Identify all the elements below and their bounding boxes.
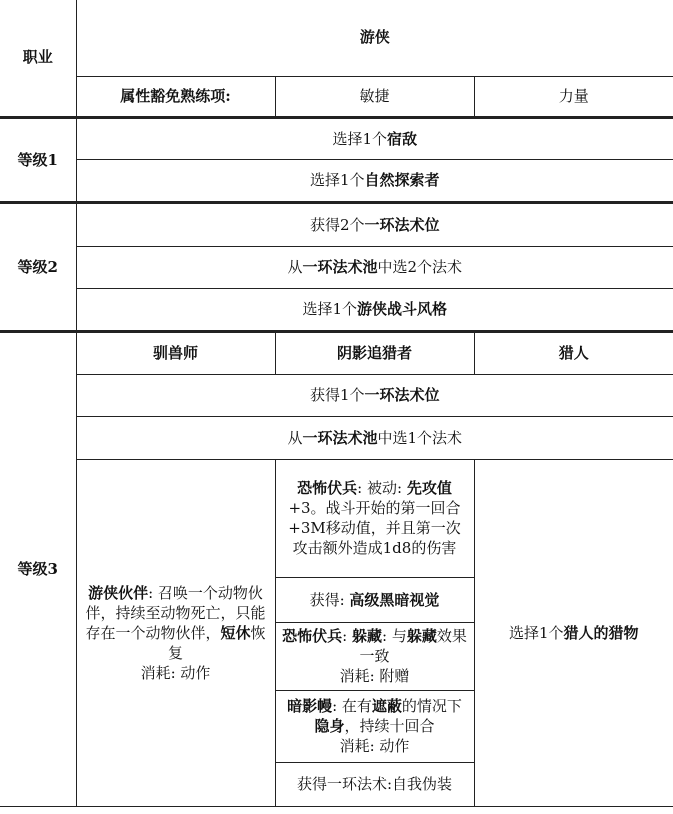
text: 从: [287, 428, 303, 447]
keyword: 遮蔽: [371, 697, 402, 715]
level-1-favored-enemy: [76, 117, 673, 159]
keyword: 躲藏: [406, 627, 437, 645]
text: ，持续十回合: [344, 717, 435, 735]
keyword: 宿敌: [387, 129, 418, 148]
level-1-label: 等级1: [0, 117, 76, 202]
keyword: 自然探索者: [364, 171, 440, 189]
cost-text: 消耗: 动作: [140, 663, 211, 682]
keyword: 隐身: [314, 717, 345, 735]
keyword: 游侠伙伴: [88, 583, 149, 602]
text: 选择1个: [508, 623, 564, 642]
text: 获得:: [309, 590, 350, 609]
gloom-stalker-dread-ambusher: [275, 459, 474, 577]
beast-master-companion: [76, 459, 275, 806]
keyword: 躲藏: [351, 627, 382, 645]
text: +3。战斗开始的第一回合+3M移动值，并且第一次攻击额外造成1d8的伤害: [288, 499, 461, 557]
text: 效果一致: [359, 627, 467, 665]
gloom-stalker-darkvision: [275, 577, 474, 622]
saving-throw-dex: 敏捷: [275, 76, 474, 117]
level-2-spell-pool: [76, 246, 673, 288]
text: 从: [287, 258, 303, 276]
text: 的情况下: [401, 697, 462, 715]
text: : 在有: [332, 697, 372, 715]
level-3-label: 等级3: [0, 331, 76, 806]
keyword: 恐怖伏兵: [282, 627, 343, 645]
keyword: 一环法术位: [364, 386, 440, 404]
keyword: 短休: [220, 623, 251, 642]
class-name: 游侠: [76, 0, 673, 76]
saving-throw-str: 力量: [474, 76, 673, 117]
text: 中选2个法术: [377, 258, 463, 276]
job-label: 职业: [0, 0, 76, 117]
hunter-prey: [474, 459, 673, 806]
level-2-fighting-style: [76, 288, 673, 331]
keyword: 一环法术池: [302, 258, 378, 276]
subclass-gloom-stalker: 阴影追猎者: [275, 331, 474, 374]
text: 获得1个: [309, 386, 365, 404]
gloom-stalker-shadow-veil: [275, 690, 474, 762]
keyword: 恐怖伏兵: [297, 479, 358, 497]
keyword: 暗影幔: [287, 697, 333, 715]
text: 选择1个: [309, 171, 365, 189]
text: : 被动:: [357, 479, 407, 497]
keyword: 一环法术位: [364, 215, 440, 234]
subclass-hunter: 猎人: [474, 331, 673, 374]
text: 选择1个: [332, 129, 388, 148]
keyword: 高级黑暗视觉: [349, 590, 440, 609]
text: 中选1个法术: [377, 428, 463, 447]
text: : 与: [382, 627, 407, 645]
level-1-natural-explorer: [76, 159, 673, 202]
gloom-stalker-hide: [275, 622, 474, 690]
keyword: 一环法术池: [302, 428, 378, 447]
keyword: 游侠战斗风格: [357, 300, 448, 318]
text: 恢复: [167, 623, 266, 662]
level-2-spell-slots: [76, 202, 673, 246]
cost-text: 消耗: 动作: [339, 737, 410, 755]
text: : 召唤一个动物伙伴，持续至动物死亡，只能存在一个动物伙伴，: [85, 583, 266, 642]
cost-text: 消耗: 附赠: [339, 667, 410, 685]
keyword: 猎人的猎物: [563, 623, 639, 642]
text: 选择1个: [302, 300, 358, 318]
level-3-spell-pool: [76, 416, 673, 459]
subclass-beast-master: 驯兽师: [76, 331, 275, 374]
text: :: [342, 627, 352, 645]
level-2-label: 等级2: [0, 202, 76, 331]
saving-throw-label: 属性豁免熟练项:: [76, 76, 275, 117]
keyword: 先攻值: [406, 479, 452, 497]
text: 获得2个: [309, 215, 365, 234]
level-3-spell-slots: [76, 374, 673, 416]
gloom-stalker-disguise-self: 获得一环法术:自我伪装: [275, 762, 474, 806]
